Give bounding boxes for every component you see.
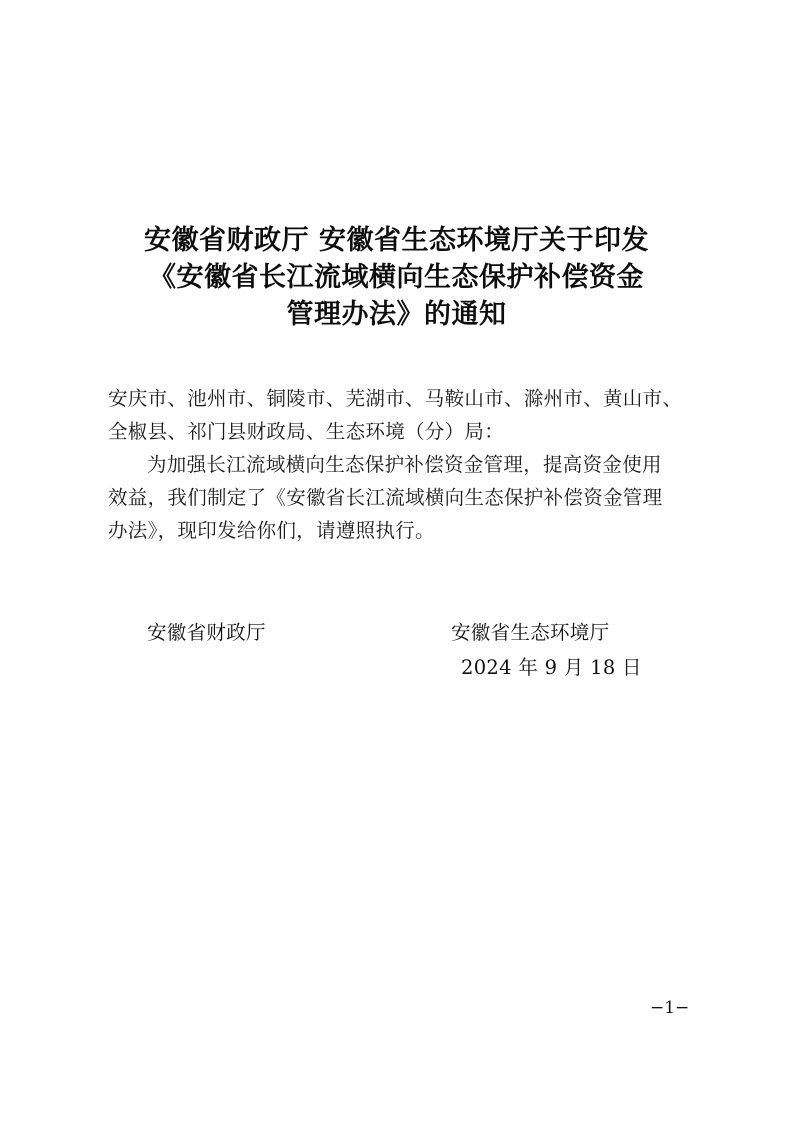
body-line-3: 办法》，现印发给你们，请遵照执行。	[108, 519, 435, 542]
page-number: −1−	[650, 998, 690, 1018]
body-line-1: 为加强长江流域横向生态保护补偿资金管理，提高资金使用	[147, 453, 662, 476]
title-line-3: 管理办法》的通知	[286, 299, 507, 330]
body-paragraph	[108, 448, 708, 547]
addressee-line-2: 全椒县、祁门县财政局、生态环境（分）局：	[108, 420, 505, 443]
signature-date: 2024 年 9 月 18 日	[461, 656, 642, 679]
title-line-1: 安徽省财政厅 安徽省生态环境厅关于印发	[144, 225, 649, 256]
addressee-line-1: 安庆市、池州市、铜陵市、芜湖市、马鞍山市、滁州市、黄山市、	[108, 387, 683, 410]
document-title	[60, 222, 733, 333]
body-line-2: 效益，我们制定了《安徽省长江流域横向生态保护补偿资金管理	[108, 486, 663, 509]
addressee-block	[108, 382, 708, 448]
signature-environment-department: 安徽省生态环境厅	[451, 621, 610, 644]
title-line-2: 《安徽省长江流域横向生态保护补偿资金	[149, 262, 644, 293]
signature-finance-department: 安徽省财政厅	[147, 621, 266, 644]
